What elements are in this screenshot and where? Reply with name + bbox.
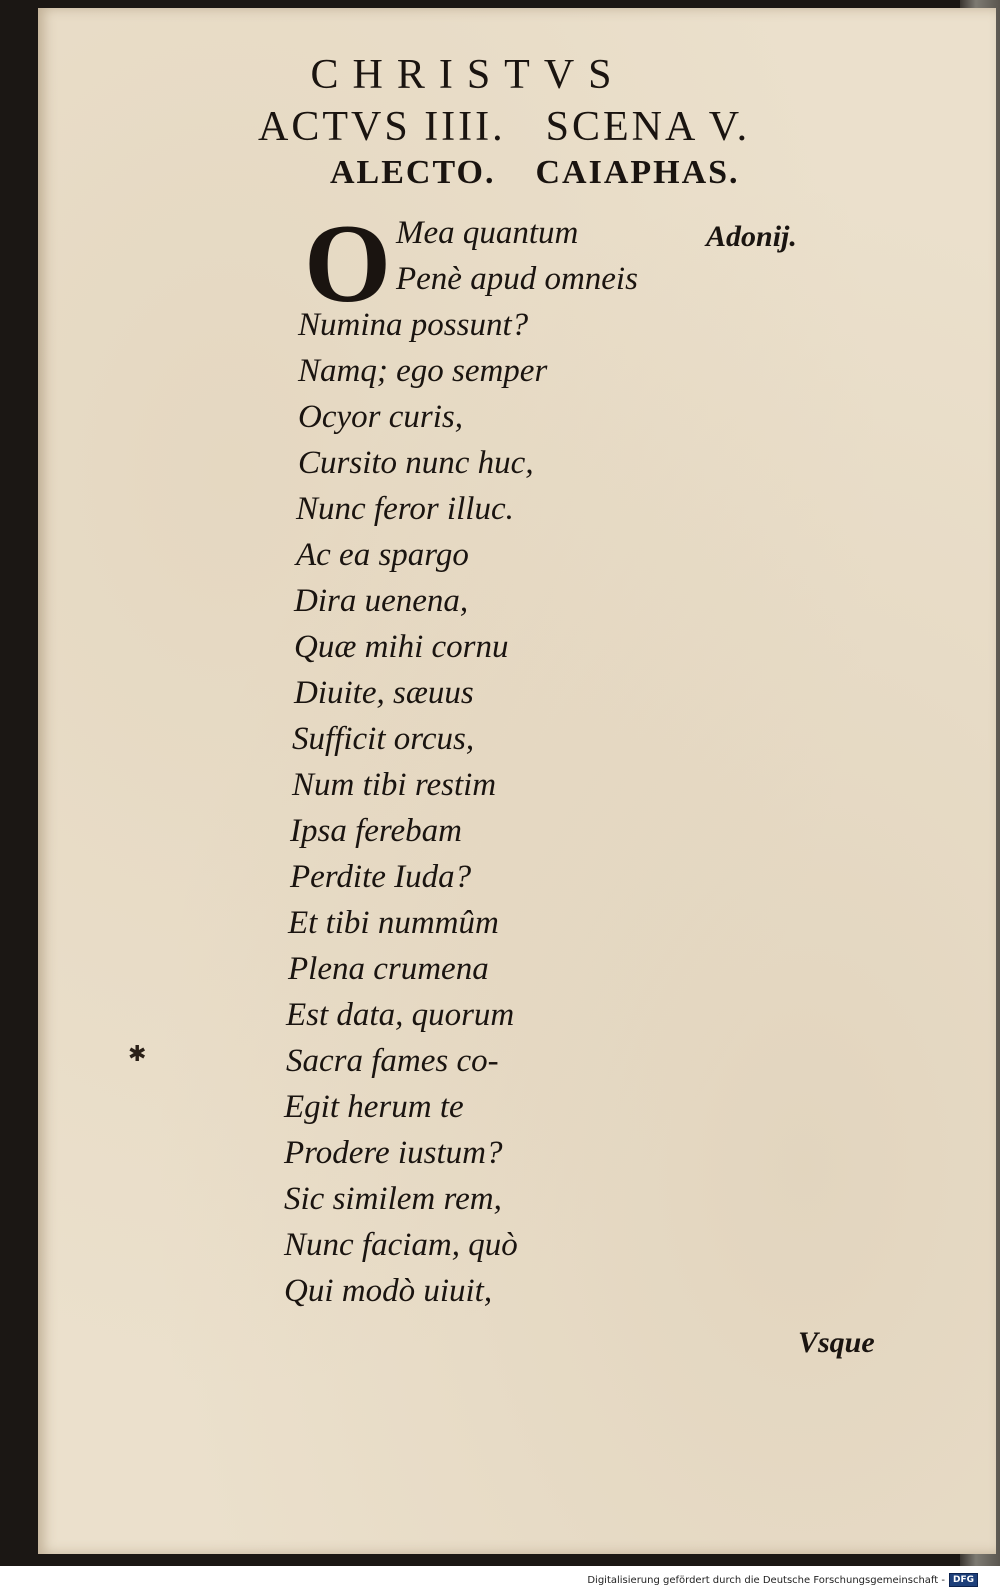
- book-page: [38, 8, 996, 1554]
- verse-list: [284, 202, 638, 1314]
- verse-line: Diuite, sæuus: [294, 675, 474, 711]
- verse-line: Ipsa ferebam: [290, 813, 462, 849]
- catchword: Vsque: [798, 1326, 875, 1359]
- act-label: ACTVS IIII.: [258, 104, 506, 150]
- speaker-name: CAIAPHAS.: [535, 154, 740, 191]
- verse-line: Est data, quorum: [286, 997, 515, 1033]
- footer-credit: [587, 1573, 978, 1587]
- running-head: CHRISTVS: [310, 52, 626, 98]
- verse-line: Sic similem rem,: [284, 1181, 502, 1217]
- verse-line: Nunc feror illuc.: [296, 491, 514, 527]
- verse-line: Mea quantum: [396, 215, 579, 251]
- verse-line: Sufficit orcus,: [292, 721, 475, 757]
- act-scene-heading: [258, 106, 750, 148]
- verse-line: Num tibi restim: [292, 767, 497, 803]
- meter-note: Adonij.: [706, 220, 797, 253]
- verse-line: Egit herum te: [284, 1089, 464, 1125]
- dfg-logo: DFG: [949, 1573, 978, 1587]
- verse-line: Cursito nunc huc,: [298, 445, 534, 481]
- verse-line: Namq; ego semper: [298, 353, 548, 389]
- scene-label: SCENA V.: [545, 104, 751, 150]
- verse-line: Dira uenena,: [294, 583, 469, 619]
- verse-line: Ocyor curis,: [298, 399, 463, 435]
- verse-line: Ac ea spargo: [296, 537, 469, 573]
- margin-mark-icon: ✱: [128, 1042, 147, 1067]
- verse-line: Nunc faciam, quò: [284, 1227, 518, 1263]
- verse-line: Sacra fames co-: [286, 1043, 499, 1079]
- verse-line: Penè apud omneis: [396, 261, 638, 297]
- verse-line: Et tibi nummûm: [288, 905, 499, 941]
- speaker-names: [330, 156, 740, 190]
- verse-line: Numina possunt?: [298, 307, 529, 343]
- speaker-name: ALECTO.: [330, 154, 496, 191]
- verse-line: Plena crumena: [288, 951, 489, 987]
- verse-line: Quæ mihi cornu: [294, 629, 509, 665]
- drop-cap-initial: O: [304, 202, 392, 326]
- verse-line: Perdite Iuda?: [290, 859, 472, 895]
- footer-text: Digitalisierung gefördert durch die Deutsche Forschungsgemeinschaft -: [587, 1574, 945, 1586]
- verse-line: Qui modò uiuit,: [284, 1273, 493, 1309]
- verse-line: Prodere iustum?: [284, 1135, 503, 1171]
